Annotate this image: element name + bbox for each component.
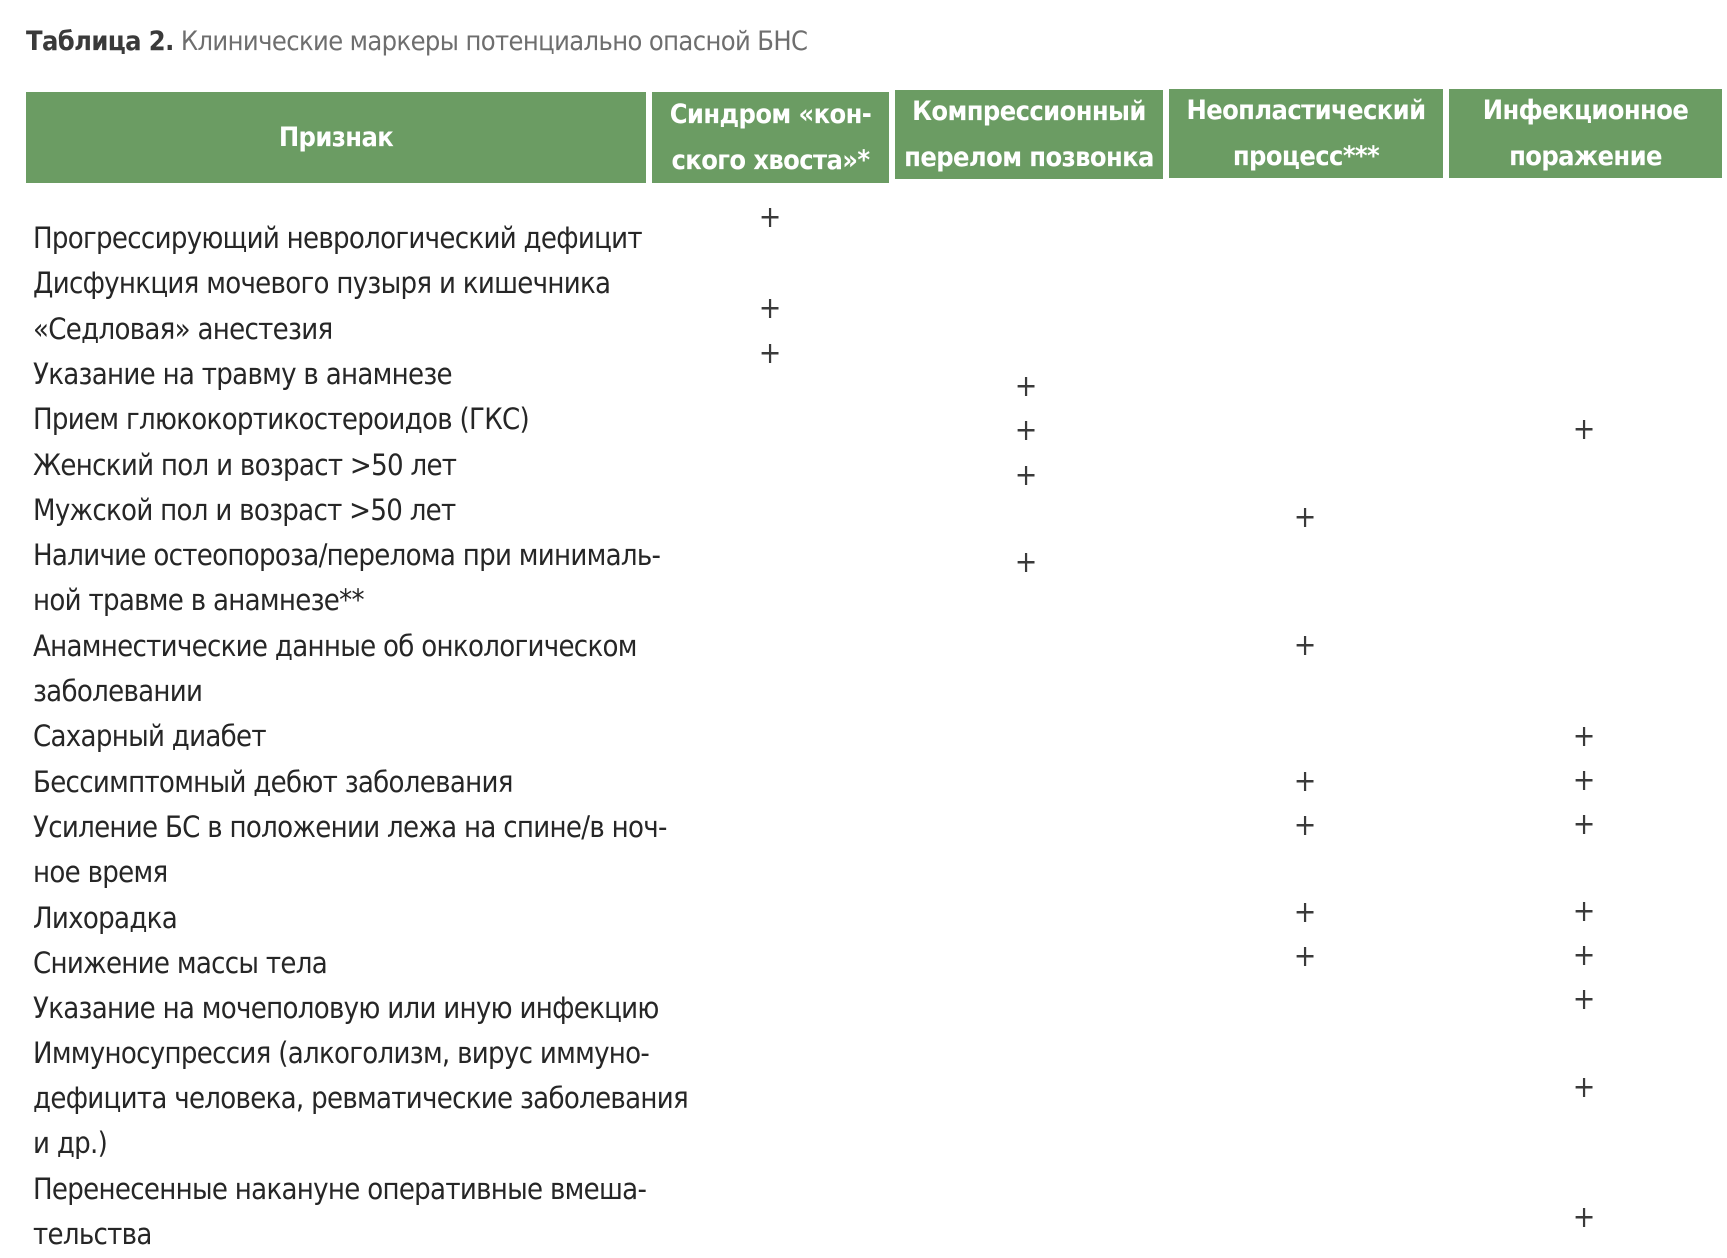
table-row: Мужской пол и возраст >50 лет	[33, 492, 456, 527]
mark-compression-fracture: +	[1014, 458, 1038, 493]
row-label-line: Иммуносупрессия (алкоголизм, вирус иммуно-	[33, 1036, 650, 1071]
table-row	[33, 624, 643, 714]
table-caption	[26, 26, 807, 57]
mark-infectious: +	[1572, 1200, 1596, 1235]
row-label-line: и др.)	[33, 1126, 108, 1161]
table-row: Снижение массы тела	[33, 945, 328, 980]
row-label-line: дефицита человека, ревматические заболевания	[33, 1081, 688, 1116]
header-neoplastic-label: Неопластический процесс***	[1186, 94, 1426, 172]
row-label-line: Перенесенные накануне оперативные вмеша-	[33, 1172, 647, 1207]
mark-neoplastic: +	[1293, 808, 1317, 843]
table-row: Указание на мочеполовую или иную инфекцию	[33, 991, 659, 1026]
table-row	[33, 533, 661, 623]
mark-neoplastic: +	[1293, 764, 1317, 799]
mark-infectious: +	[1572, 763, 1596, 798]
table-row: Женский пол и возраст >50 лет	[33, 447, 457, 482]
table-caption-label: Таблица 2.	[26, 26, 174, 57]
table-row: Прогрессирующий неврологический дефицит	[33, 221, 642, 255]
table-row: Дисфункция мочевого пузыря и кишечника	[33, 266, 611, 301]
table-row: Лихорадка	[33, 900, 178, 935]
mark-infectious: +	[1572, 1070, 1596, 1105]
mark-compression-fracture: +	[1014, 369, 1038, 404]
row-label-line: Усиление БС в положении лежа на спине/в ноч-	[33, 809, 667, 844]
mark-neoplastic: +	[1293, 500, 1317, 535]
mark-cauda-equina: +	[758, 291, 782, 326]
mark-compression-fracture: +	[1014, 545, 1038, 580]
row-label-line: заболевании	[33, 673, 203, 708]
table-row: Сахарный диабет	[33, 719, 266, 754]
header-cauda-equina-label: Синдром «кон-ского хвоста»*	[669, 98, 872, 176]
mark-infectious: +	[1572, 982, 1596, 1017]
table-row	[33, 805, 667, 895]
mark-neoplastic: +	[1293, 895, 1317, 930]
row-label-line: тельства	[33, 1217, 152, 1252]
row-label-line: Анамнестические данные об онкологическом	[33, 628, 637, 663]
mark-infectious: +	[1572, 894, 1596, 929]
table-row	[33, 1031, 688, 1166]
row-label-line: ное время	[33, 854, 168, 889]
table-row: Бессимптомный дебют заболевания	[33, 764, 513, 799]
mark-infectious: +	[1572, 412, 1596, 447]
mark-neoplastic: +	[1293, 939, 1317, 974]
table-row	[33, 1167, 647, 1257]
mark-infectious: +	[1572, 807, 1596, 842]
mark-infectious: +	[1572, 719, 1596, 754]
header-compression-fracture	[895, 90, 1163, 179]
mark-cauda-equina: +	[758, 200, 782, 235]
header-neoplastic	[1169, 89, 1443, 178]
row-label-line: ной травме в анамнезе**	[33, 583, 364, 618]
header-sign	[26, 92, 646, 183]
header-compression-fracture-label: Компрессионный перелом позвонка	[904, 95, 1154, 173]
row-label-line: Наличие остеопороза/перелома при минималь-	[33, 538, 661, 573]
header-infectious	[1449, 89, 1722, 178]
mark-neoplastic: +	[1293, 628, 1317, 664]
mark-cauda-equina: +	[758, 336, 782, 371]
header-cauda-equina	[652, 92, 889, 183]
header-infectious-label: Инфекционное поражение	[1482, 94, 1689, 172]
mark-infectious: +	[1572, 938, 1596, 973]
table-row: Указание на травму в анамнезе	[33, 356, 452, 391]
header-sign-label: Признак	[278, 121, 394, 153]
mark-compression-fracture: +	[1014, 413, 1038, 448]
table-caption-text: Клинические маркеры потенциально опасной БНС	[180, 26, 808, 57]
table-row: Прием глюкокортикостероидов (ГКС)	[33, 402, 530, 437]
table-row: «Седловая» анестезия	[33, 311, 333, 346]
